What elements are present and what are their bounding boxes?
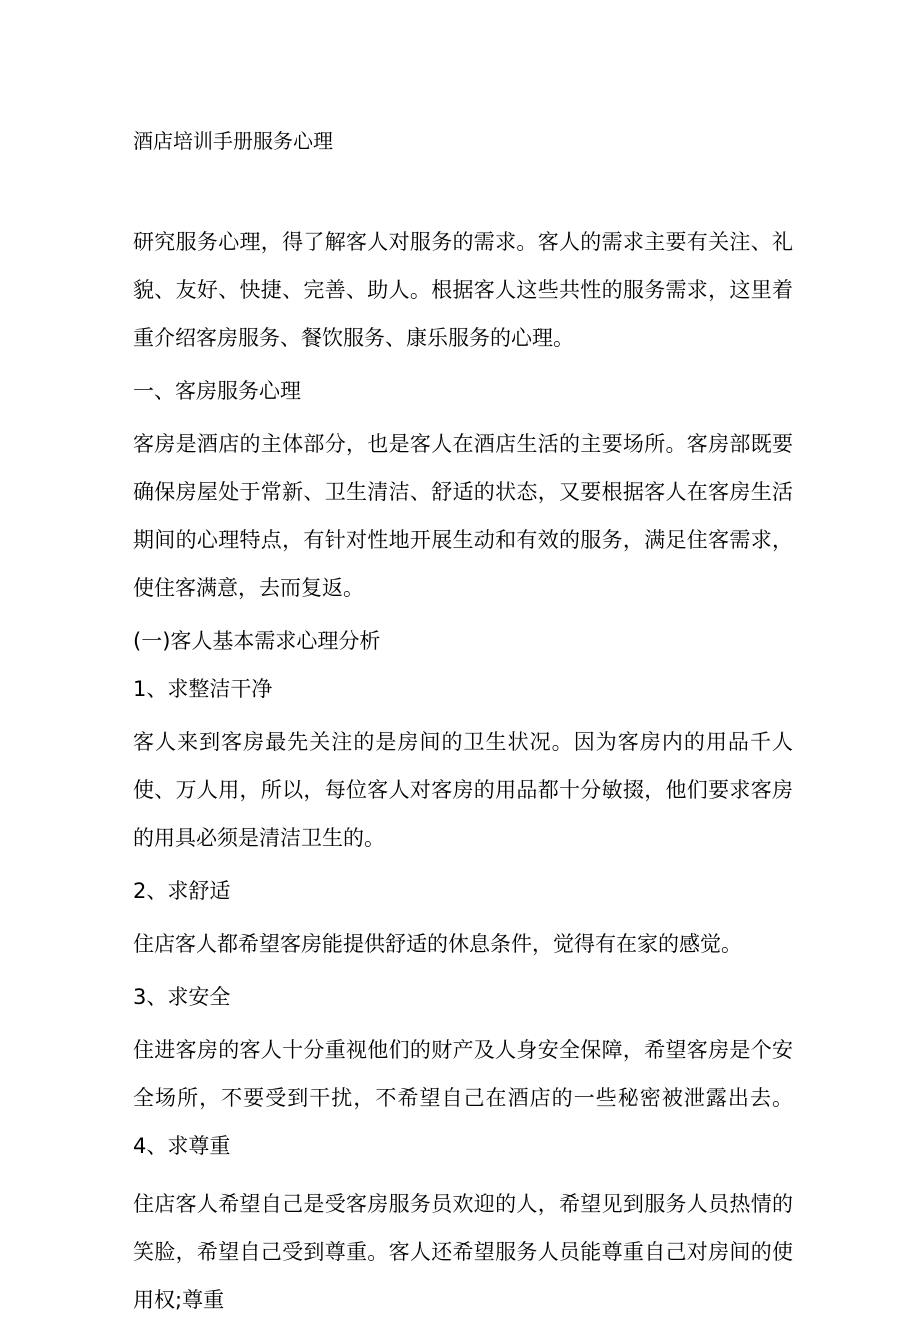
guest-room-paragraph: 客房是酒店的主体部分，也是客人在酒店生活的主要场所。客房部既要确保房屋处于常新、卫生清洁、舒适的状态，又要根据客人在客房生活期间的心理特点，有针对性地开展生动和有效的服务，满足住客需求，使住客满意，去而复返。 (133, 432, 793, 600)
comfort-paragraph: 住店客人都希望客房能提供舒适的休息条件，觉得有在家的感觉。 (133, 932, 742, 956)
safety-paragraph: 住进客房的客人十分重视他们的财产及人身安全保障，希望客房是个安全场所，不要受到干扰，不希望自己在酒店的一些秘密被泄露出去。4、求尊重 (133, 1038, 793, 1158)
need-heading-safety: 3、求安全 (133, 985, 231, 1009)
document-title: 酒店培训手册服务心理 (133, 129, 333, 153)
need-heading-comfort: 2、求舒适 (133, 879, 231, 903)
need-heading-cleanliness: 1、求整洁干净 (133, 677, 273, 701)
intro-paragraph: 研究服务心理，得了解客人对服务的需求。客人的需求主要有关注、礼貌、友好、快捷、完善、助人。根据客人这些共性的服务需求，这里着重介绍客房服务、餐饮服务、康乐服务的心理。 (133, 230, 793, 350)
respect-paragraph: 住店客人希望自己是受客房服务员欢迎的人，希望见到服务人员热情的笑脸，希望自己受到尊重。客人还希望服务人员能尊重自己对房间的使用权;尊重 (133, 1192, 793, 1312)
document-body (133, 218, 793, 1334)
section-heading-guest-room-service: 一、客房服务心理 (133, 379, 301, 403)
cleanliness-paragraph: 客人来到客房最先关注的是房间的卫生状况。因为客房内的用品千人使、万人用，所以，每位客人对客房的用品都十分敏掇，他们要求客房的用具必须是清洁卫生的。 (133, 730, 793, 850)
subsection-heading-needs-analysis: (一)客人基本需求心理分析 (133, 629, 381, 653)
